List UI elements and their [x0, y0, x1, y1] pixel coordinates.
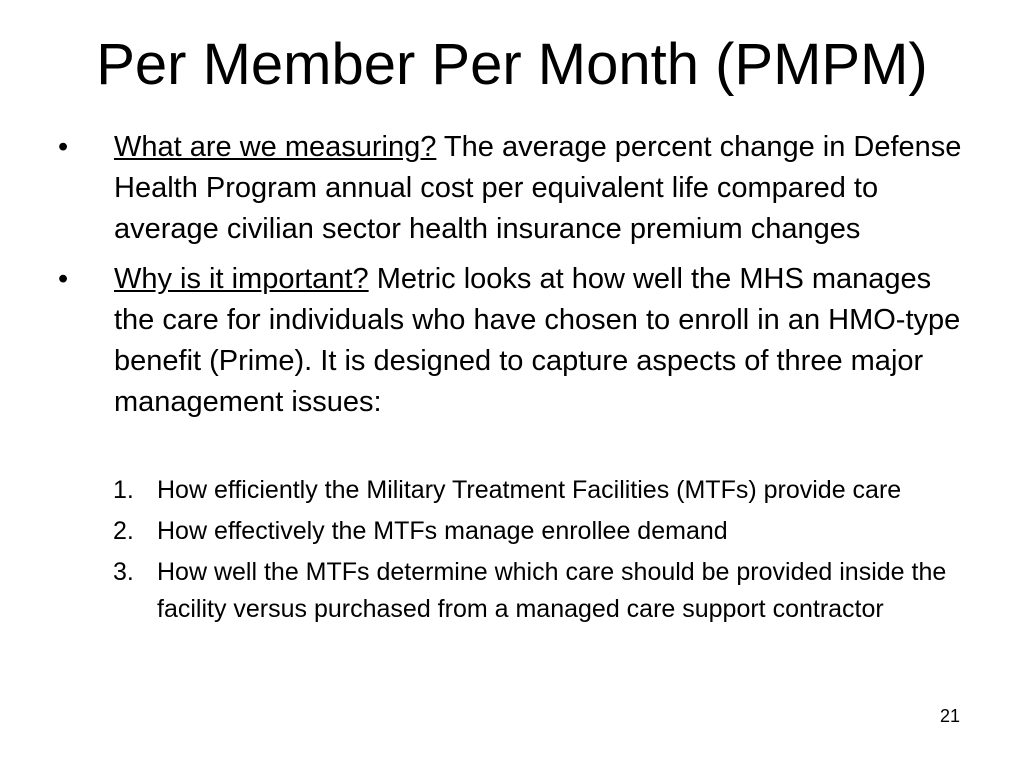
numbered-marker: 2. [113, 517, 134, 545]
bullet-lead: Why is it important? [114, 263, 369, 295]
numbered-item [113, 472, 973, 509]
numbered-text: How effectively the MTFs manage enrollee demand [157, 517, 728, 545]
bullet-list [58, 127, 968, 432]
bullet-item-measuring [58, 127, 968, 250]
slide-title: Per Member Per Month (PMPM) [96, 32, 928, 97]
numbered-list [113, 472, 973, 632]
numbered-text: How efficiently the Military Treatment Facilities (MTFs) provide care [157, 476, 902, 504]
numbered-text: How well the MTFs determine which care should be provided inside the facility versus purchased from a managed care support contractor [157, 558, 947, 623]
bullet-marker: • [58, 131, 69, 163]
bullet-text [114, 127, 968, 250]
page-number: 21 [939, 706, 960, 726]
numbered-item [113, 513, 973, 550]
numbered-marker: 1. [113, 476, 134, 504]
bullet-description: Metric looks at how well the MHS manages the care for individuals who have chosen to enroll in an HMO-type benefit (Prime). It is designed to capture aspects of three major management issues: [114, 263, 961, 418]
numbered-item [113, 554, 973, 628]
bullet-marker: • [58, 263, 69, 295]
bullet-lead: What are we measuring? [114, 131, 437, 163]
bullet-description: The average percent change in Defense Health Program annual cost per equivalent life compared to average civilian sector health insurance premium changes [114, 131, 962, 245]
bullet-item-importance [58, 259, 968, 423]
bullet-text [114, 259, 968, 423]
numbered-marker: 3. [113, 558, 134, 586]
